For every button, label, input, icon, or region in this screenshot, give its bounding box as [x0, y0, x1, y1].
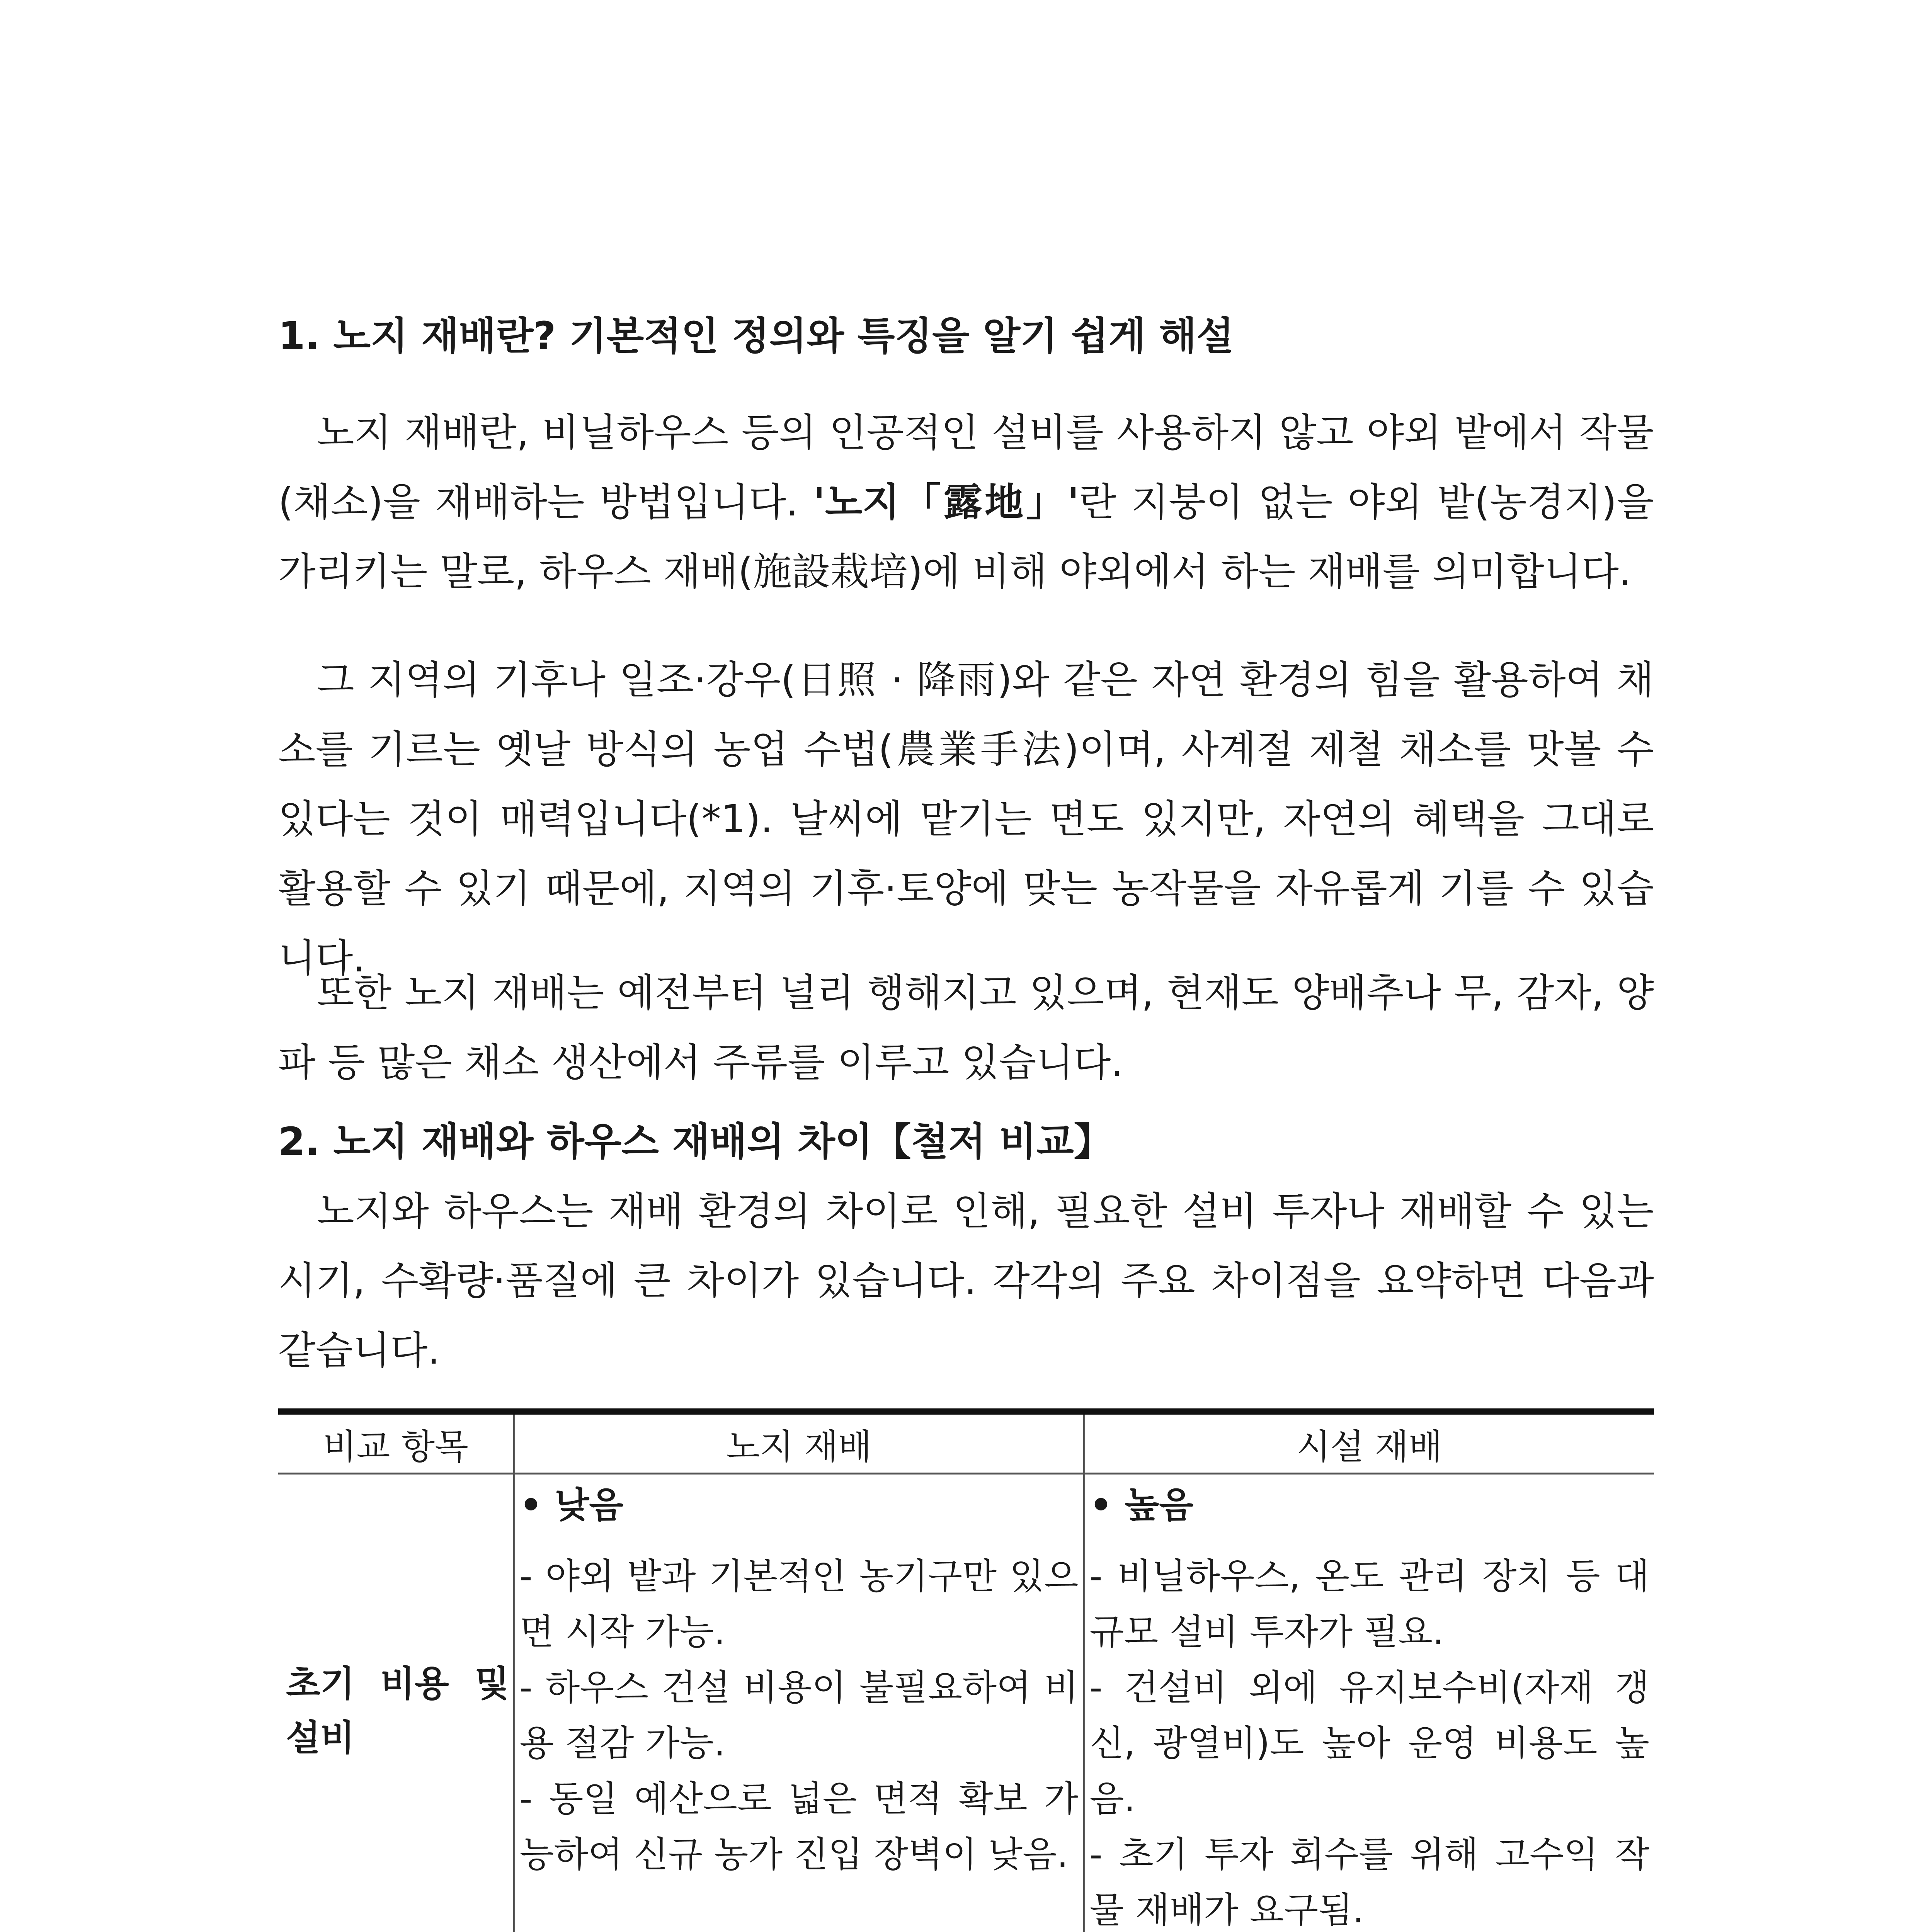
cell-line: - 비닐하우스, 온도 관리 장치 등 대규모 설비 투자가 필요.: [1089, 1556, 1649, 1653]
section1-title: 1. 노지 재배란? 기본적인 정의와 특징을 알기 쉽게 해설: [278, 313, 1234, 359]
cell-line: - 초기 투자 회수를 위해 고수익 작물 재배가 요구됨.: [1089, 1834, 1649, 1931]
row-open-field-cell: [514, 1474, 1084, 1932]
section1-paragraph-3: 또한 노지 재배는 예전부터 널리 행해지고 있으며, 현재도 양배추나 무, 감자, 양파 등 많은 채소 생산에서 주류를 이루고 있습니다.: [278, 970, 1654, 1085]
row-facility-cell: [1084, 1474, 1654, 1932]
header-open-field: 노지 재배: [514, 1412, 1084, 1474]
bullet-label: • 높음: [1089, 1485, 1194, 1526]
header-item: 비교 항목: [278, 1412, 514, 1474]
bullet-label: • 낮음: [519, 1485, 624, 1526]
header-facility: 시설 재배: [1084, 1412, 1654, 1474]
table-row: [278, 1474, 1654, 1932]
section1-paragraph-1-part-b: 란 지붕이 없는 야외 밭(농경지)을 가리키는 말로, 하우스 재배(施設栽培)에 비해 야외에서 하는 재배를 의미합니다.: [278, 480, 1654, 594]
section1-paragraph-1-bold-term: '노지「露地」': [813, 480, 1079, 525]
row-item: 초기 비용 및 설비: [278, 1474, 514, 1932]
section2-paragraph-1: 노지와 하우스는 재배 환경의 차이로 인해, 필요한 설비 투자나 재배할 수 있는 시기, 수확량·품질에 큰 차이가 있습니다. 각각의 주요 차이점을 요약하면 다음과 같습니다.: [278, 1189, 1654, 1373]
cell-line: - 하우스 건설 비용이 불필요하여 비용 절감 가능.: [519, 1667, 1079, 1764]
cell-line: - 야외 밭과 기본적인 농기구만 있으면 시작 가능.: [519, 1556, 1079, 1653]
section1-paragraph-1: [278, 398, 1654, 607]
table-header-row: [278, 1412, 1654, 1474]
section1-paragraph-2: 그 지역의 기후나 일조·강우(日照 · 降雨)와 같은 자연 환경의 힘을 활용하여 채소를 기르는 옛날 방식의 농업 수법(農業手法)이며, 사계절 제철 채소를 맛볼 수 있다는 것이 매력입니다(*1). 날씨에 맡기는 면도 있지만, 자연의 혜택을 그대로 활용할 수 있기 때문에, 지역의 기후·토양에 맞는 농작물을 자유롭게 기를 수 있습니다.: [278, 657, 1654, 981]
section2-title: 2. 노지 재배와 하우스 재배의 차이【철저 비교】: [278, 1119, 1113, 1164]
section1-paragraph-1-part-a: 노지 재배란, 비닐하우스 등의 인공적인 설비를 사용하지 않고 야외 밭에서 작물(채소)을 재배하는 방법입니다.: [278, 410, 1654, 525]
cell-line: - 동일 예산으로 넓은 면적 확보 가능하여 신규 농가 진입 장벽이 낮음.: [519, 1778, 1079, 1875]
comparison-table: [278, 1408, 1654, 1932]
cell-line: - 건설비 외에 유지보수비(자재 갱신, 광열비)도 높아 운영 비용도 높음.: [1089, 1667, 1649, 1820]
